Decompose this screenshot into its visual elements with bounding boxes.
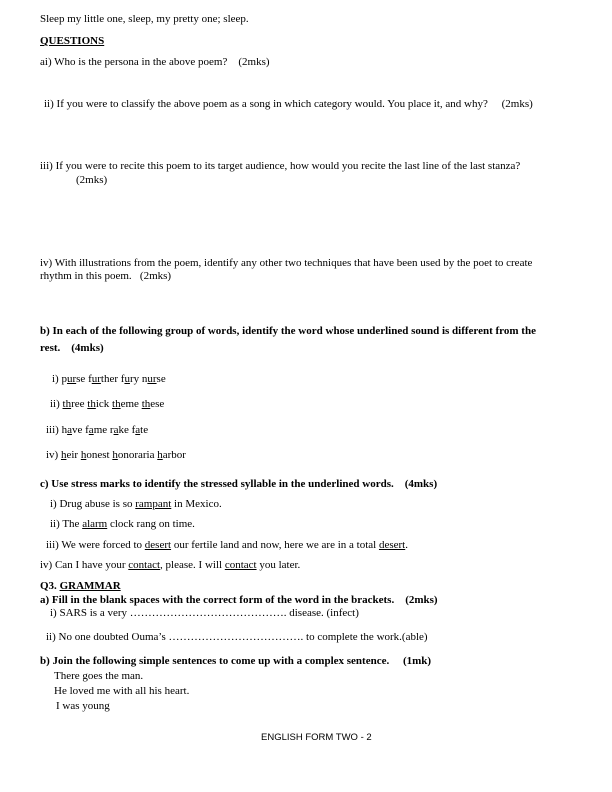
b-item-word (142, 373, 166, 385)
section-b-line2 (40, 342, 104, 355)
q3a-item-1: i) SARS is a very ……………………………………. disease. (infect) (50, 607, 359, 619)
b-item-number: ii) (50, 398, 60, 410)
questions-heading: QUESTIONS (40, 35, 105, 47)
c-item-1-pre: i) Drug abuse is so (50, 498, 136, 510)
c-item-3-word1: desert (144, 539, 172, 551)
word-part: ick (95, 398, 110, 410)
word-part: ve (71, 424, 83, 436)
poem-last-line: Sleep my little one, sleep, my pretty one; sleep. (40, 13, 249, 25)
b-item-word (61, 373, 85, 385)
b-item-number: iv) (46, 449, 59, 461)
underlined-sound: h (60, 449, 67, 461)
word-part: f (120, 373, 125, 385)
section-b-line1: b) In each of the following group of words, identify the word whose underlined sound is different from the (40, 325, 536, 337)
c-item-2 (50, 518, 195, 531)
question-a3-marks: (2mks) (76, 174, 108, 186)
c-item-4-post: you later. (256, 559, 301, 571)
q3a-text: a) Fill in the blank spaces with the correct form of the word in the brackets. (40, 594, 395, 606)
b-item-4 (46, 449, 186, 462)
b-item-word (87, 398, 109, 410)
page-footer: ENGLISH FORM TWO - 2 (261, 732, 372, 743)
c-item-3-word2: desert (378, 539, 406, 551)
b-item-word (110, 424, 129, 436)
underlined-sound: th (112, 398, 121, 410)
section-b-text2: rest. (40, 342, 61, 354)
word-part: f (131, 424, 136, 436)
c-item-1-post: in Mexico. (171, 498, 222, 510)
b-item-word (112, 449, 154, 461)
underlined-sound: h (112, 449, 118, 461)
q3-label: Q3. (40, 580, 57, 592)
c-item-1-word: rampant (135, 498, 172, 510)
question-a2-text: ii) If you were to classify the above poem as a song in which category would. You place it, and why? (44, 98, 488, 110)
word-part: f (85, 424, 89, 436)
c-item-3-post: . (405, 539, 408, 551)
section-c-text: c) Use stress marks to identify the stressed syllable in the underlined words. (40, 478, 394, 490)
word-part: ry (129, 373, 140, 385)
word-part: ese (150, 398, 165, 410)
word-part: h (61, 424, 68, 436)
section-b-marks: (4mks) (71, 342, 104, 354)
b-item-word (88, 373, 118, 385)
c-item-3 (46, 539, 408, 552)
word-part: ke (118, 424, 129, 436)
question-a2 (44, 98, 533, 111)
word-part: ther (100, 373, 119, 385)
underlined-sound: a (67, 424, 72, 436)
question-a4-line2 (40, 270, 171, 283)
c-item-4-word2: contact (224, 559, 257, 571)
underlined-sound: a (88, 424, 94, 436)
b-item-word (112, 398, 139, 410)
word-part: arbor (162, 449, 186, 461)
section-c-marks: (4mks) (404, 478, 438, 490)
underlined-sound: th (87, 398, 96, 410)
b-item-word (63, 398, 85, 410)
q3b-text: b) Join the following simple sentences to come up with a complex sentence. (40, 655, 390, 667)
b-item-word (81, 449, 110, 461)
c-item-2-post: clock rang on time. (107, 518, 195, 530)
b-item-word (62, 424, 83, 436)
c-item-2-word: alarm (82, 518, 108, 530)
b-item-2 (50, 398, 164, 411)
b-item-3 (46, 424, 148, 437)
word-part: se (156, 373, 166, 385)
underlined-sound: a (135, 424, 141, 436)
q3b-marks: (1mk) (402, 655, 432, 667)
b-item-word (61, 449, 78, 461)
word-part: r (109, 424, 114, 436)
word-part: f (88, 373, 92, 385)
underlined-sound: u (124, 373, 130, 385)
word-part: onoraria (117, 449, 155, 461)
word-part: onest (86, 449, 110, 461)
word-part: me (93, 424, 108, 436)
c-item-4-word1: contact (128, 559, 161, 571)
underlined-sound: ur (91, 373, 101, 385)
section-c-heading (40, 478, 437, 491)
q3a-item-2: ii) No one doubted Ouma’s ………………………………. to complete the work.(able) (46, 631, 428, 643)
c-item-4-mid: , please. I will (160, 559, 225, 571)
question-a3: iii) If you were to recite this poem to its target audience, how would you recite the last line of the last stanza? (40, 160, 521, 172)
b-item-word (142, 398, 165, 410)
question-a1-text: ai) Who is the persona in the above poem? (40, 56, 228, 68)
word-part: se (76, 373, 86, 385)
b-item-1 (52, 373, 166, 386)
word-part: p (61, 373, 67, 385)
q3b-heading (40, 655, 431, 668)
q3b-sentence-3: I was young (56, 700, 110, 712)
c-item-4 (40, 559, 300, 572)
c-item-4-pre: iv) Can I have your (40, 559, 129, 571)
question-a4-marks: (2mks) (139, 270, 172, 282)
underlined-sound: th (62, 398, 72, 410)
word-part: eir (66, 449, 79, 461)
question-a1 (40, 56, 270, 69)
b-item-word (85, 424, 107, 436)
q3a-marks: (2mks) (405, 594, 438, 606)
c-item-2-pre: ii) The (50, 518, 83, 530)
question-a2-marks: (2mks) (501, 98, 533, 110)
c-item-1 (50, 498, 222, 511)
b-item-word (132, 424, 149, 436)
underlined-sound: ur (147, 373, 157, 385)
word-part: ree (71, 398, 85, 410)
c-item-3-pre: iii) We were forced to (46, 539, 145, 551)
b-item-word (121, 373, 139, 385)
word-part: n (141, 373, 148, 385)
question-a1-marks: (2mks) (238, 56, 270, 68)
underlined-sound: h (80, 449, 87, 461)
q3b-sentence-1: There goes the man. (54, 670, 144, 682)
question-a4-line1: iv) With illustrations from the poem, identify any other two techniques that have been used by the poet to create (40, 257, 533, 269)
q3b-sentence-2: He loved me with all his heart. (54, 685, 190, 697)
underlined-sound: a (113, 424, 119, 436)
q3-heading (40, 580, 121, 593)
q3a-heading (40, 594, 438, 607)
b-item-number: i) (52, 373, 59, 385)
b-item-number: iii) (46, 424, 59, 436)
underlined-sound: h (157, 449, 163, 461)
question-a4-text2: rhythm in this poem. (40, 270, 132, 282)
underlined-sound: th (141, 398, 151, 410)
b-item-word (157, 449, 186, 461)
word-part: eme (120, 398, 139, 410)
underlined-sound: ur (66, 373, 77, 385)
word-part: te (140, 424, 149, 436)
q3-title: GRAMMAR (59, 580, 121, 592)
c-item-3-mid: our fertile land and now, here we are in a total (171, 539, 379, 551)
